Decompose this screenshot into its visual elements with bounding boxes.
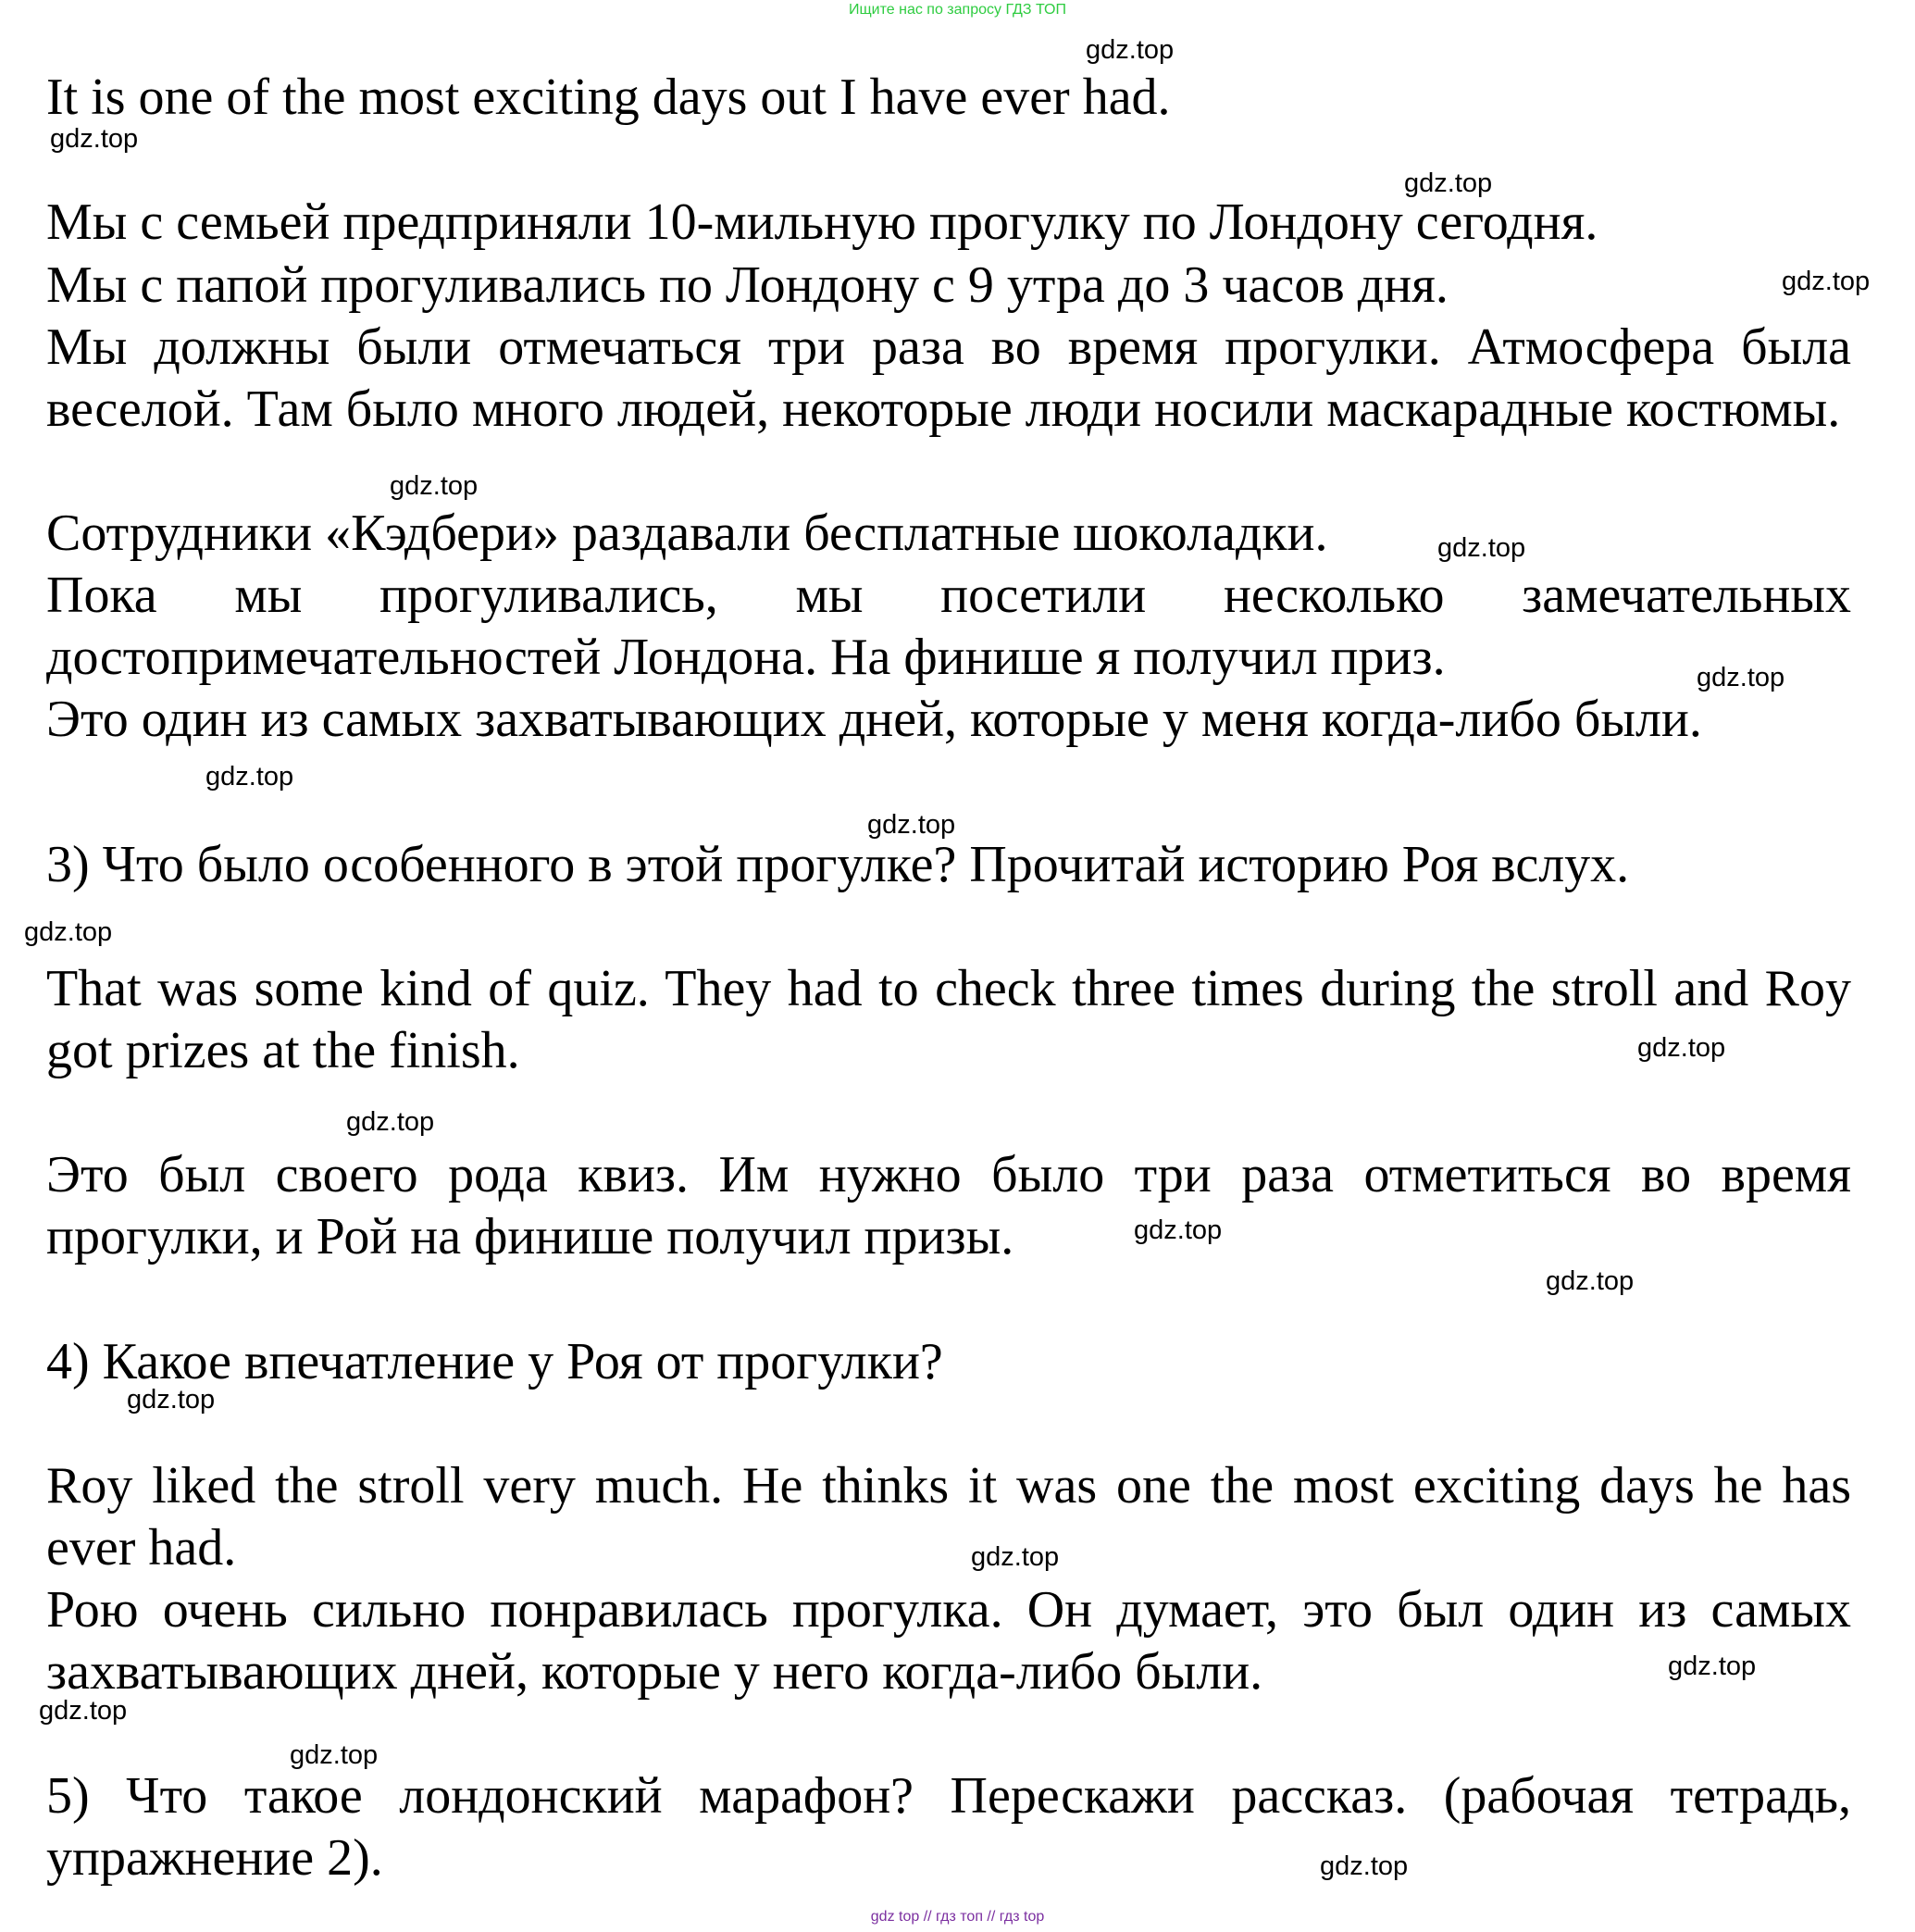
question-3: 3) Что было особенного в этой прогулке? Прочитай историю Роя вслух. [46, 836, 1630, 893]
watermark: gdz.top [1320, 1851, 1409, 1881]
watermark: gdz.top [1697, 663, 1785, 692]
watermark: gdz.top [39, 1696, 128, 1726]
answer-4-russian: Рою очень сильно понравилась прогулка. Он думает, это был один из самых захватывающих дней, которые у него когда-либо были. [46, 1581, 1851, 1701]
answer-3-english: That was some kind of quiz. They had to check three times during the stroll and Roy got prizes at the finish. [46, 960, 1851, 1079]
paragraph-3: Мы с папой прогуливались по Лондону с 9 утра до 3 часов дня. [46, 256, 1449, 314]
question-4: 4) Какое впечатление у Роя от прогулки? [46, 1333, 943, 1390]
watermark: gdz.top [1437, 533, 1526, 563]
paragraph-2: Мы с семьей предприняли 10-мильную прогулку по Лондону сегодня. [46, 193, 1598, 251]
watermark: gdz.top [346, 1107, 435, 1137]
watermark: gdz.top [1782, 267, 1871, 296]
top-banner: Ищите нас по запросу ГДЗ ТОП [849, 2, 1066, 18]
watermark: gdz.top [971, 1542, 1060, 1572]
paragraph-1: It is one of the most exciting days out I have ever had. [46, 69, 1171, 126]
watermark: gdz.top [1086, 35, 1175, 65]
watermark: gdz.top [867, 810, 956, 840]
watermark: gdz.top [1404, 168, 1493, 198]
watermark: gdz.top [1637, 1033, 1726, 1063]
paragraph-4: Мы должны были отмечаться три раза во время прогулки. Атмосфера была веселой. Там было много людей, некоторые люди носили маскарадные костюмы. [46, 318, 1851, 438]
paragraph-5: Сотрудники «Кэдбери» раздавали бесплатные шоколадки. [46, 505, 1328, 562]
footer: gdz top // гдз топ // гдз top [870, 1909, 1045, 1925]
paragraph-7: Это один из самых захватывающих дней, которые у меня когда-либо были. [46, 691, 1702, 748]
watermark: gdz.top [50, 124, 139, 154]
watermark: gdz.top [205, 762, 294, 791]
answer-4-english: Roy liked the stroll very much. He thinks it was one the most exciting days he has ever had. [46, 1457, 1851, 1577]
watermark: gdz.top [290, 1740, 379, 1770]
answer-3-russian: Это был своего рода квиз. Им нужно было три раза отметиться во время прогулки, и Рой на финише получил призы. [46, 1146, 1851, 1265]
watermark: gdz.top [1668, 1652, 1757, 1681]
watermark: gdz.top [1546, 1266, 1635, 1296]
watermark: gdz.top [390, 471, 479, 501]
watermark: gdz.top [127, 1385, 216, 1415]
watermark: gdz.top [1134, 1215, 1223, 1245]
paragraph-6: Пока мы прогуливались, мы посетили несколько замечательных достопримечательностей Лондона. На финише я получил приз. [46, 567, 1851, 686]
question-5: 5) Что такое лондонский марафон? Перескажи рассказ. (рабочая тетрадь, упражнение 2). [46, 1767, 1851, 1887]
watermark: gdz.top [24, 917, 113, 947]
